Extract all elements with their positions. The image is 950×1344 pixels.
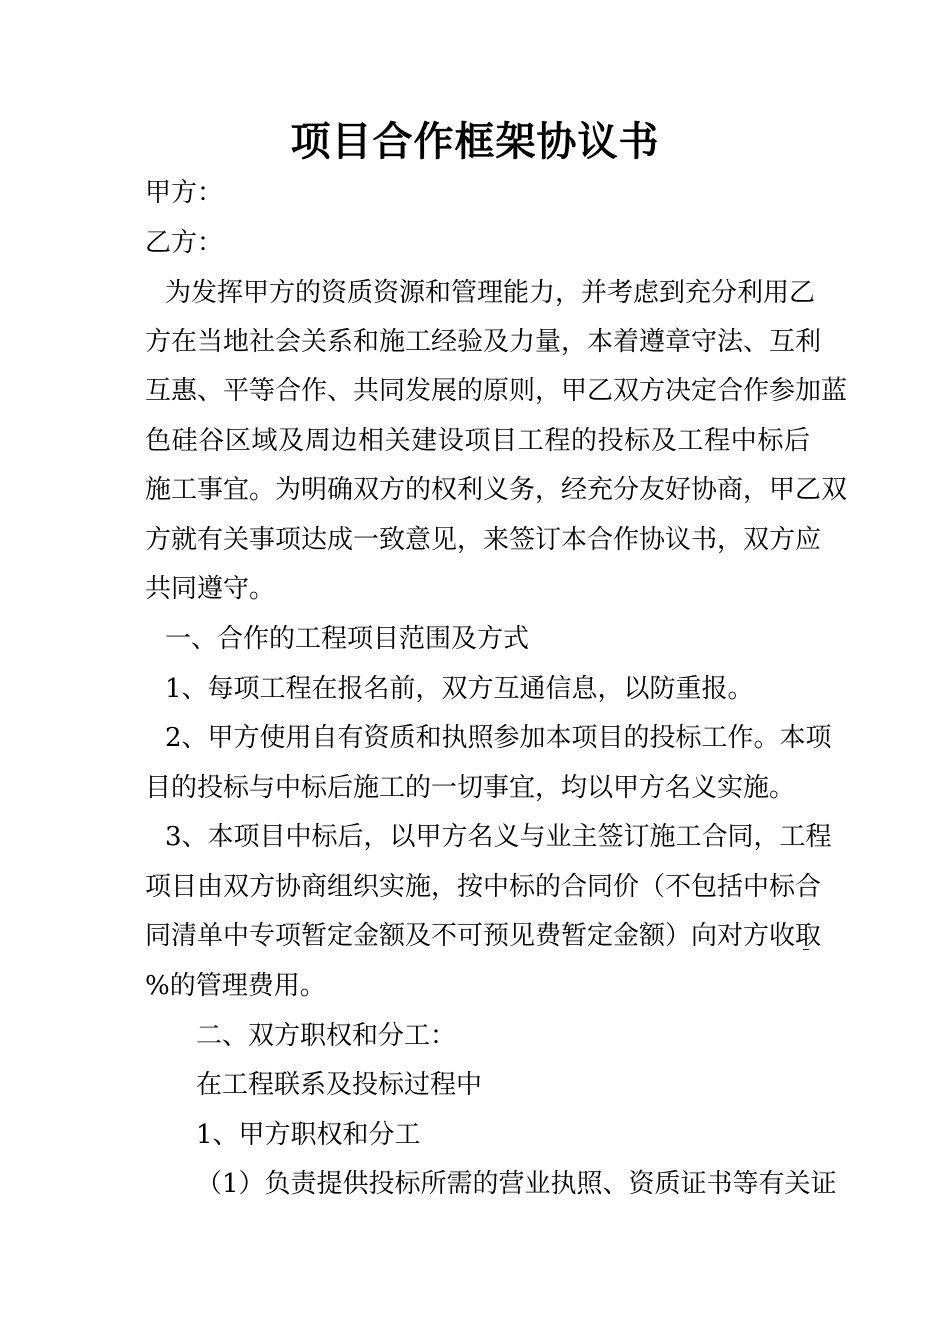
- intro-line-7: 共同遵守。: [145, 574, 276, 604]
- intro-line-4: 色硅谷区域及周边相关建设项目工程的投标及工程中标后: [145, 426, 810, 456]
- section1-item3-line1: 3、本项目中标后，以甲方名义与业主签订施工合同，工程: [165, 822, 832, 852]
- section1-item2-line2: 目的投标与中标后施工的一切事宜，均以甲方名义实施。: [145, 773, 796, 803]
- section2-item1: 1、甲方职权和分工: [196, 1120, 421, 1150]
- section1-item1: 1、每项工程在报名前，双方互通信息，以防重报。: [165, 674, 754, 704]
- section2-heading: 二、双方职权和分工：: [196, 1021, 457, 1051]
- intro-line-6: 方就有关事项达成一致意见，来签订本合作协议书，双方应: [145, 525, 822, 555]
- document-title: 项目合作框架协议书: [290, 118, 660, 165]
- blank-underline: [803, 923, 809, 950]
- section1-item3-line4: %的管理费用。: [145, 971, 326, 1001]
- intro-line-2: 方在当地社会关系和施工经验及力量，本着遵章守法、互利: [145, 327, 822, 357]
- section2-item1-1: （1）负责提供投标所需的营业执照、资质证书等有关证: [196, 1169, 837, 1199]
- section1-item3-line3: 同清单中专项暂定金额及不可预见费暂定金额）向对方收取: [145, 921, 822, 951]
- section2-subheading: 在工程联系及投标过程中: [196, 1070, 483, 1100]
- party-b-label: 乙方：: [145, 228, 224, 258]
- section1-heading: 一、合作的工程项目范围及方式: [165, 624, 530, 654]
- section1-item3-line2: 项目由双方协商组织实施，按中标的合同价（不包括中标合: [145, 872, 822, 902]
- intro-line-3: 互惠、平等合作、共同发展的原则，甲乙双方决定合作参加蓝: [145, 376, 848, 406]
- section1-item2-line1: 2、甲方使用自有资质和执照参加本项目的投标工作。本项: [165, 723, 832, 753]
- party-a-label: 甲方：: [145, 178, 224, 208]
- intro-line-1: 为发挥甲方的资质资源和管理能力，并考虑到充分利用乙: [165, 278, 816, 308]
- intro-line-5: 施工事宜。为明确双方的权利义务，经充分友好协商，甲乙双: [145, 475, 848, 505]
